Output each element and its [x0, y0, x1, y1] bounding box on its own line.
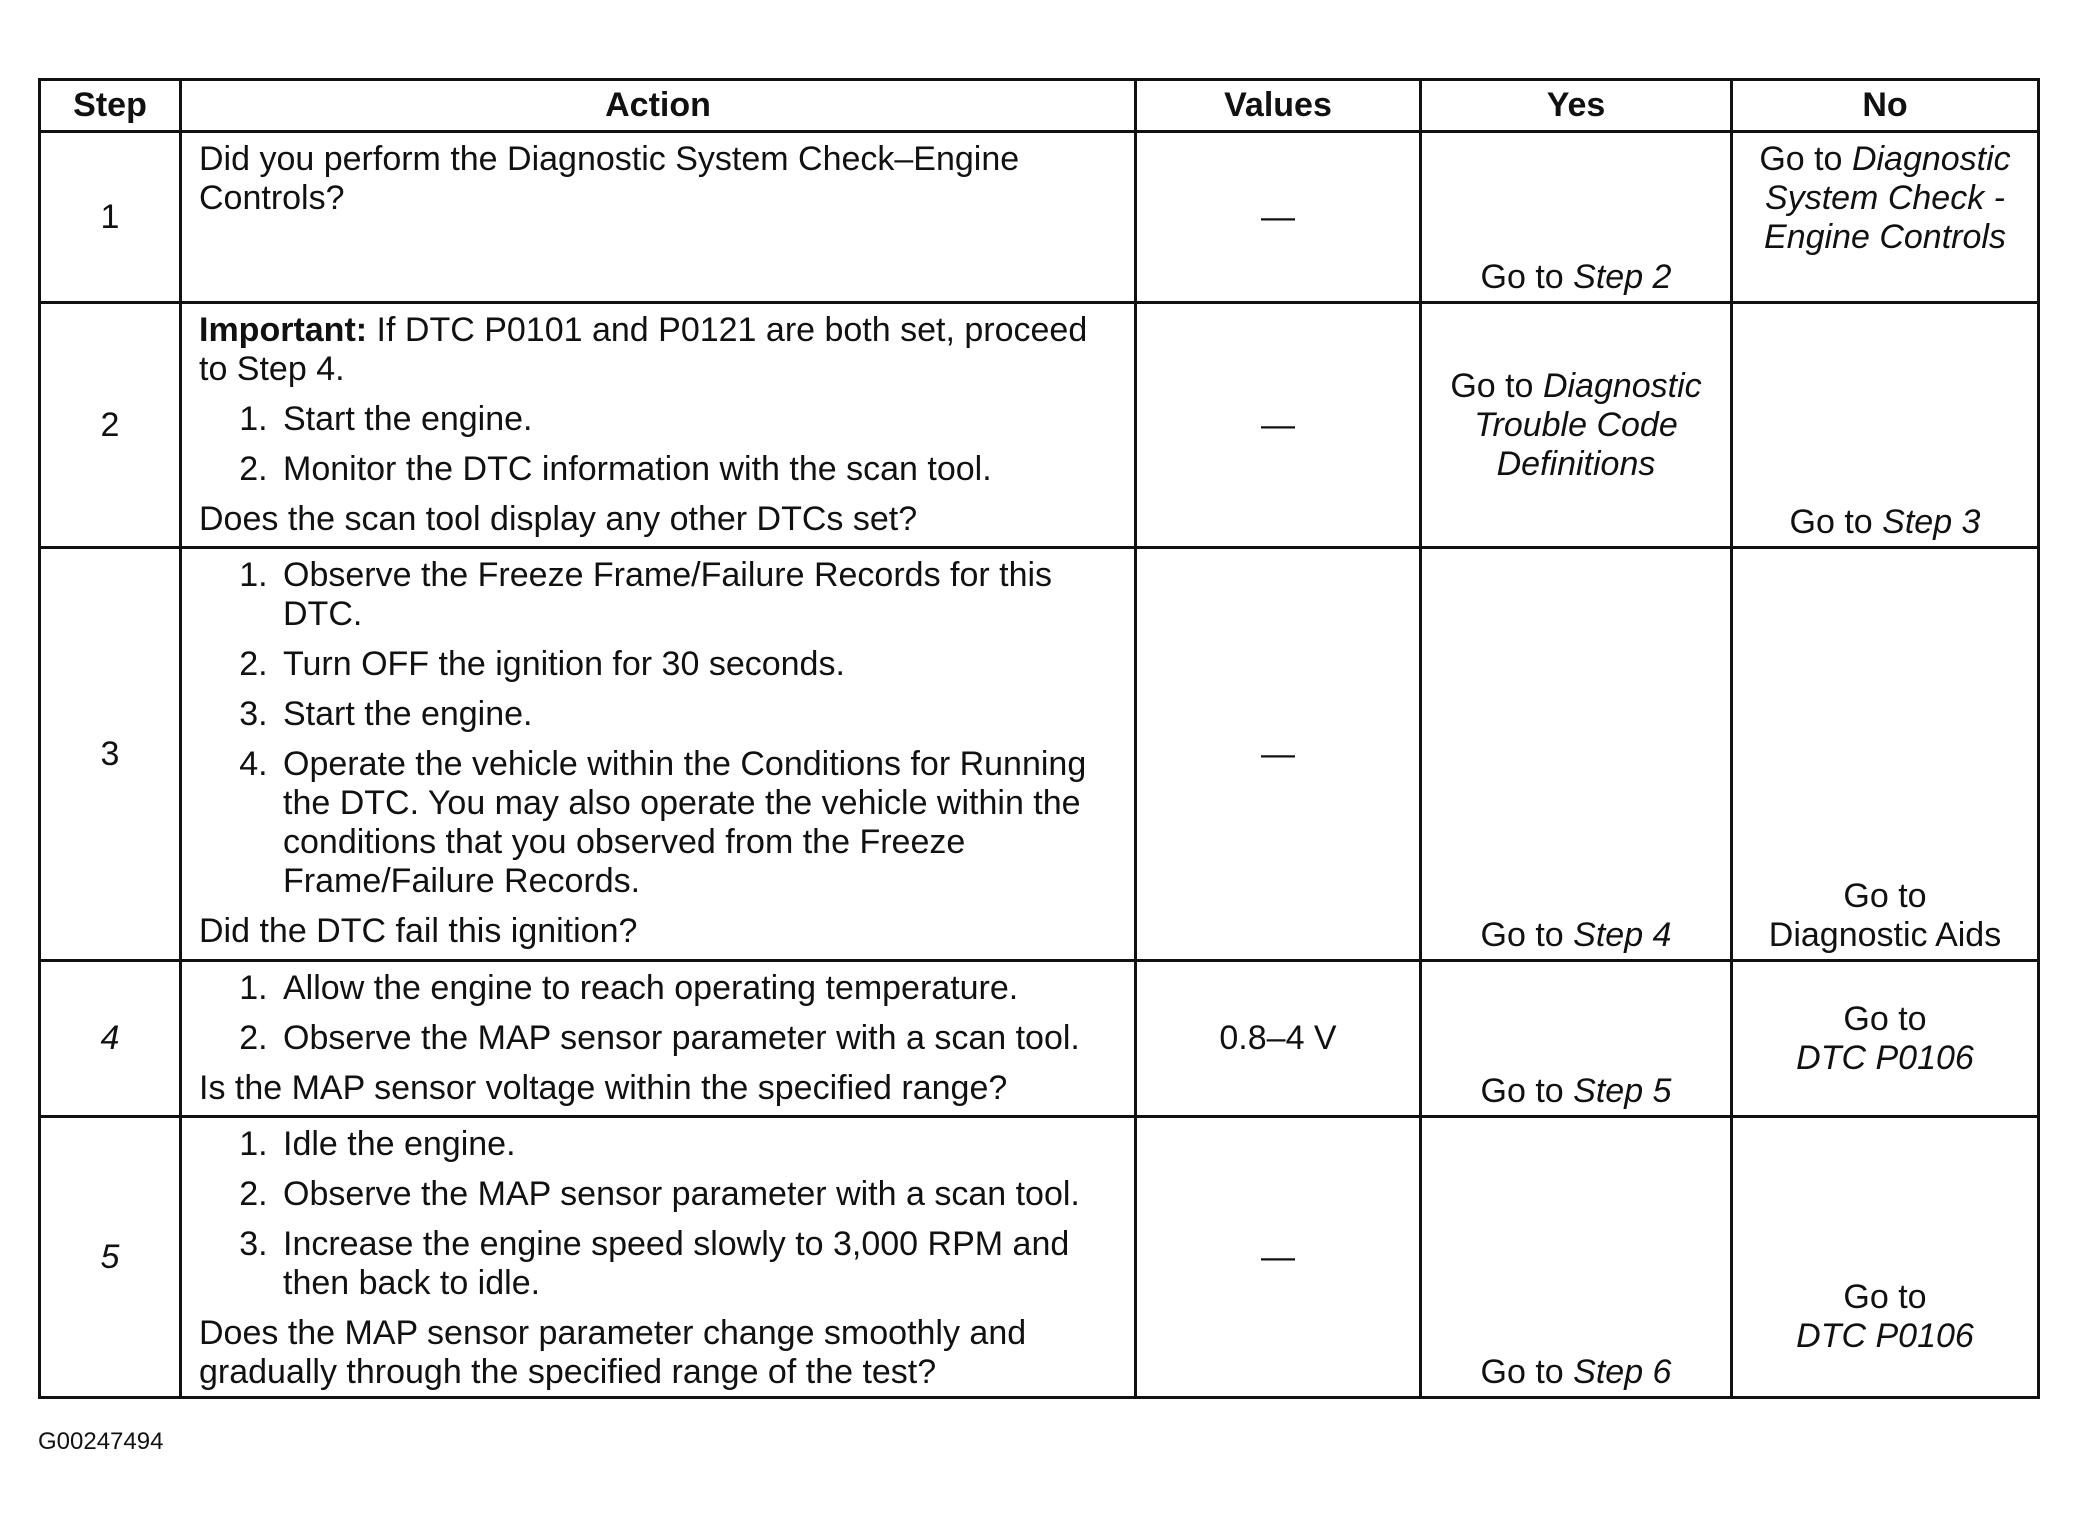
substep-list [199, 969, 1120, 1058]
action-cell [181, 548, 1136, 961]
go-to-prefix: Go to [1480, 1353, 1564, 1391]
header-values: Values [1136, 80, 1421, 132]
go-to-target: Step 3 [1882, 503, 1981, 541]
go-to-prefix: Go to [1843, 1278, 1927, 1316]
go-to-target: Diagnostic Trouble Code Definitions [1474, 366, 1702, 483]
go-to-target: Diagnostic Aids [1768, 916, 2002, 954]
table-row [40, 132, 2039, 303]
step-number: 3 [40, 548, 181, 961]
go-to-target: DTC P0106 [1796, 1038, 1974, 1077]
go-to-prefix: Go to [1789, 503, 1873, 541]
go-to-prefix: Go to [1759, 140, 1843, 178]
step-number: 4 [40, 961, 181, 1117]
table-row [40, 1117, 2039, 1398]
important-label: Important: [199, 311, 368, 349]
substep-item: 2. Observe the MAP sensor parameter with a scan tool. [277, 1019, 1120, 1058]
substep-list [199, 556, 1120, 901]
diagnostic-table [38, 78, 2040, 1399]
yes-cell [1421, 548, 1732, 961]
go-to-target: Step 5 [1573, 1072, 1672, 1110]
no-cell [1732, 961, 2039, 1117]
go-to-prefix: Go to [1480, 258, 1564, 296]
substep-list [199, 1125, 1120, 1303]
value-cell: — [1136, 132, 1421, 303]
action-text: Did you perform the Diagnostic System Check–Engine Controls? [199, 140, 1020, 217]
header-yes: Yes [1421, 80, 1732, 132]
action-cell [181, 132, 1136, 303]
substep-item: 2. Turn OFF the ignition for 30 seconds. [277, 645, 1120, 684]
action-question: Did the DTC fail this ignition? [199, 912, 638, 950]
action-question: Does the MAP sensor parameter change smoothly and gradually through the specified range of the test? [199, 1314, 1027, 1391]
substep-item: 1. Idle the engine. [277, 1125, 1120, 1164]
go-to-target: Step 6 [1573, 1353, 1672, 1391]
table-row [40, 961, 2039, 1117]
go-to-target: Diagnostic System Check - Engine Controls [1764, 140, 2011, 256]
action-cell [181, 303, 1136, 548]
step-number: 1 [40, 132, 181, 303]
action-intro-text: If DTC P0101 and P0121 are both set, proceed to Step 4. [199, 311, 1088, 388]
table-row [40, 303, 2039, 548]
figure-id: G00247494 [38, 1428, 164, 1455]
yes-cell [1421, 132, 1732, 303]
go-to-target: Step 2 [1573, 258, 1672, 296]
value-cell: — [1136, 1117, 1421, 1398]
step-number: 5 [40, 1117, 181, 1398]
go-to-prefix: Go to [1450, 366, 1534, 405]
yes-cell [1421, 1117, 1732, 1398]
value-cell: 0.8–4 V [1136, 961, 1421, 1117]
action-cell [181, 961, 1136, 1117]
go-to-prefix: Go to [1843, 877, 1927, 915]
step-number: 2 [40, 303, 181, 548]
yes-cell [1421, 961, 1732, 1117]
yes-cell [1421, 303, 1732, 548]
no-cell [1732, 1117, 2039, 1398]
action-intro [199, 311, 1120, 389]
substep-item: 2. Observe the MAP sensor parameter with a scan tool. [277, 1175, 1120, 1214]
substep-item: 2. Monitor the DTC information with the scan tool. [277, 450, 1120, 489]
substep-item: 1. Start the engine. [277, 400, 1120, 439]
substep-item: 1. Observe the Freeze Frame/Failure Records for this DTC. [277, 556, 1120, 634]
header-row [40, 80, 2039, 132]
go-to-prefix: Go to [1843, 999, 1927, 1038]
go-to-target: DTC P0106 [1796, 1317, 1974, 1355]
action-question: Does the scan tool display any other DTCs set? [199, 500, 918, 538]
action-cell [181, 1117, 1136, 1398]
substep-item: 3. Start the engine. [277, 695, 1120, 734]
substep-item: 4. Operate the vehicle within the Conditions for Running the DTC. You may also operate the vehicle within the conditions that you observed from the Freeze Frame/Failure Records. [277, 745, 1120, 901]
header-no: No [1732, 80, 2039, 132]
go-to-prefix: Go to [1480, 1072, 1564, 1110]
substep-item: 3. Increase the engine speed slowly to 3,000 RPM and then back to idle. [277, 1225, 1120, 1303]
no-cell [1732, 548, 2039, 961]
action-question: Is the MAP sensor voltage within the specified range? [199, 1069, 1008, 1107]
header-action: Action [181, 80, 1136, 132]
substep-list [199, 400, 1120, 489]
value-cell: — [1136, 548, 1421, 961]
no-cell [1732, 132, 2039, 303]
go-to-target: Step 4 [1573, 916, 1672, 954]
header-step: Step [40, 80, 181, 132]
value-cell: — [1136, 303, 1421, 548]
go-to-prefix: Go to [1480, 916, 1564, 954]
table-row [40, 548, 2039, 961]
substep-item: 1. Allow the engine to reach operating temperature. [277, 969, 1120, 1008]
no-cell [1732, 303, 2039, 548]
